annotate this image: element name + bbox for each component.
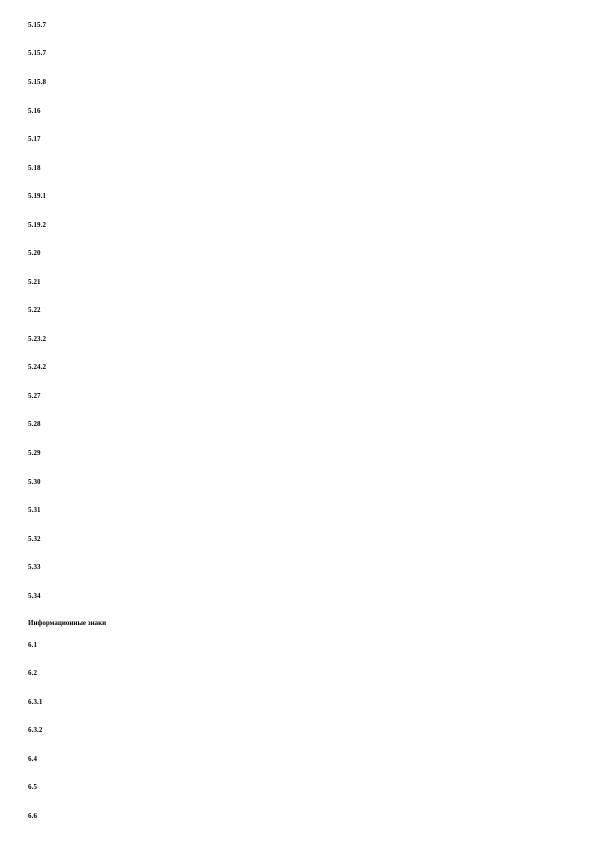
section-number: 5.18 (28, 164, 41, 172)
section-number: 5.27 (28, 392, 41, 400)
section-number: 5.32 (28, 535, 41, 543)
section-number: 5.23.2 (28, 335, 47, 343)
section-number: 5.28 (28, 420, 41, 428)
section-number: 5.20 (28, 249, 41, 257)
section-number: 5.17 (28, 135, 41, 143)
section-number: 5.31 (28, 506, 41, 514)
section-number: 5.19.1 (28, 192, 47, 200)
section-number: 5.29 (28, 449, 41, 457)
section-number: 5.22 (28, 306, 41, 314)
section-number: 6.5 (28, 783, 38, 791)
section-number: 6.3.2 (28, 726, 43, 734)
section-number: 5.19.2 (28, 221, 47, 229)
section-number: 5.24.2 (28, 363, 47, 371)
section-number: 6.3.1 (28, 698, 43, 706)
section-number: 6.1 (28, 641, 38, 649)
section-number: 6.4 (28, 755, 38, 763)
section-heading: Информационные знаки (28, 619, 107, 627)
section-number: 5.16 (28, 107, 41, 115)
section-number: 6.6 (28, 812, 38, 820)
section-number: 5.15.7 (28, 49, 47, 57)
section-number: 6.2 (28, 669, 38, 677)
section-number: 5.33 (28, 563, 41, 571)
section-number: 5.34 (28, 592, 41, 600)
section-number: 5.21 (28, 278, 41, 286)
section-number: 5.15.8 (28, 78, 47, 86)
section-number: 5.30 (28, 478, 41, 486)
section-number-list (28, 0, 568, 842)
section-number: 5.15.7 (28, 21, 47, 29)
